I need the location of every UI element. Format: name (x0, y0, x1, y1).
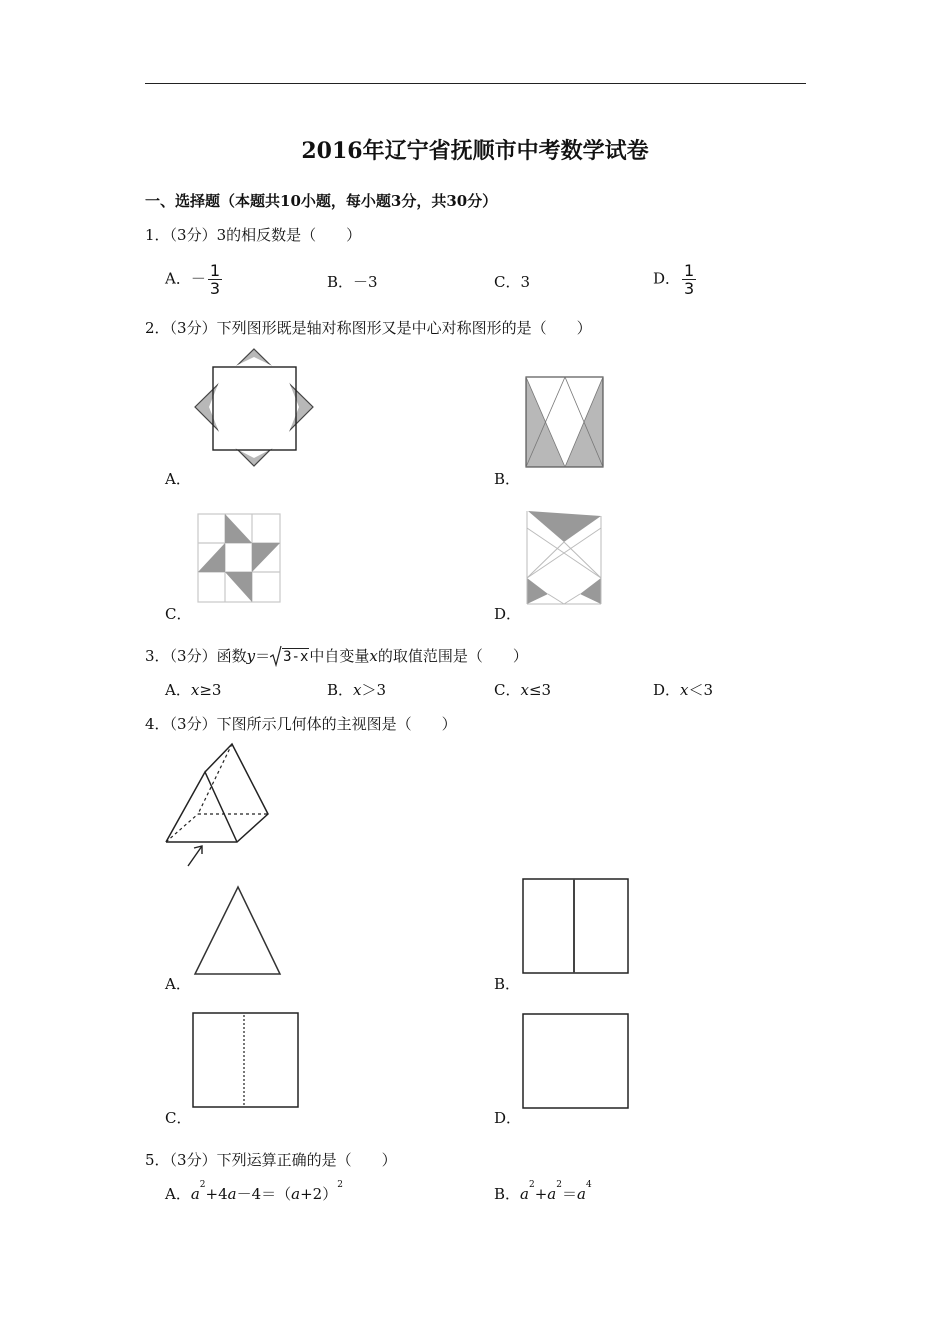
q3-option-b-relation: ＞3 (361, 681, 387, 699)
q3-option-d-relation: ＜3 (688, 681, 714, 699)
q2-option-c[interactable]: C． (165, 605, 192, 623)
q4-solid-figure (160, 742, 280, 870)
radical-sign-icon (270, 645, 282, 667)
q3-var-x: x (369, 647, 378, 665)
q3-option-d[interactable] (653, 679, 713, 700)
question-3-stem (145, 645, 528, 666)
q5-option-b[interactable]: B．$a^2+a^2=a^4$ (494, 1180, 592, 1203)
q3-option-d-label: D． (653, 681, 681, 699)
q2-figure-c (196, 512, 282, 604)
q4-figure-d (521, 1012, 631, 1112)
section-heading: 一、选择题（本题共10小题，每小题3分，共30分） (145, 192, 498, 210)
q4-figure-b (521, 877, 631, 977)
fraction-denominator: 3 (209, 279, 221, 298)
q3-option-a-relation: ≥3 (199, 681, 222, 699)
q3-option-c[interactable] (494, 679, 551, 700)
q1-option-c[interactable]: C．3 (494, 273, 531, 291)
question-2-stem: 2．（3分）下列图形既是轴对称图形又是中心对称图形的是（ ） (145, 319, 592, 337)
page-title: 2016年辽宁省抚顺市中考数学试卷 (301, 138, 649, 164)
q1-option-b[interactable]: B．－3 (327, 273, 378, 291)
q3-option-c-label: C． (494, 681, 521, 699)
question-5-stem: 5．（3分）下列运算正确的是（ ） (145, 1151, 397, 1169)
q1-option-a[interactable] (165, 262, 222, 297)
fraction-denominator: 3 (684, 279, 695, 298)
q2-figure-b (524, 375, 606, 470)
q2-option-a[interactable]: A． (165, 470, 191, 488)
q5-option-b-label: B． (494, 1185, 521, 1203)
q5-option-a[interactable]: A．$a^2+4a-4=(a+2)^2$ (165, 1180, 343, 1203)
q3-option-d-var: x (680, 681, 689, 699)
fraction-numerator: 1 (684, 261, 695, 280)
question-1-stem: 1．（3分）3的相反数是（ ） (145, 226, 362, 244)
top-rule (145, 83, 806, 84)
q3-option-c-var: x (520, 681, 529, 699)
q3-stem-suffix: 的取值范围是（ ） (377, 647, 528, 665)
q1-option-d-label: D． (653, 269, 681, 288)
q3-option-a-var: x (190, 681, 200, 699)
q3-sqrt (270, 647, 309, 665)
q3-stem-mid: 中自变量 (309, 647, 370, 665)
q3-option-a-label: A． (165, 681, 191, 699)
q3-var-y: y (246, 647, 256, 665)
q4-option-b[interactable]: B． (494, 975, 521, 993)
q1-option-a-fraction (208, 262, 222, 297)
q5-option-a-label: A． (165, 1185, 191, 1203)
fraction-numerator: 1 (209, 261, 221, 280)
q4-figure-c (191, 1011, 301, 1111)
q1-option-a-label: A． (165, 269, 191, 288)
q4-option-a[interactable]: A． (165, 975, 191, 993)
q2-option-d[interactable]: D． (494, 605, 522, 623)
q3-option-c-relation: ≤3 (528, 681, 552, 699)
q1-option-d-fraction (682, 262, 696, 297)
q4-option-d[interactable]: D． (494, 1109, 522, 1127)
q3-option-b-var: x (353, 681, 362, 699)
q3-option-a[interactable] (165, 679, 221, 700)
question-4-stem: 4．（3分）下图所示几何体的主视图是（ ） (145, 715, 457, 733)
q4-figure-a (192, 885, 284, 977)
q1-option-d[interactable] (653, 262, 696, 297)
q4-option-c[interactable]: C． (165, 1109, 192, 1127)
q3-option-b[interactable] (327, 679, 386, 700)
q2-figure-a (192, 348, 317, 468)
q2-figure-d (524, 508, 604, 606)
q3-stem-prefix: 3．（3分）函数 (145, 647, 247, 665)
q1-option-a-sign: － (190, 269, 206, 288)
q3-equals: ＝ (255, 647, 271, 665)
q3-option-b-label: B． (327, 681, 354, 699)
q2-option-b[interactable]: B． (494, 470, 521, 488)
q3-radicand: 3-x (283, 649, 309, 665)
